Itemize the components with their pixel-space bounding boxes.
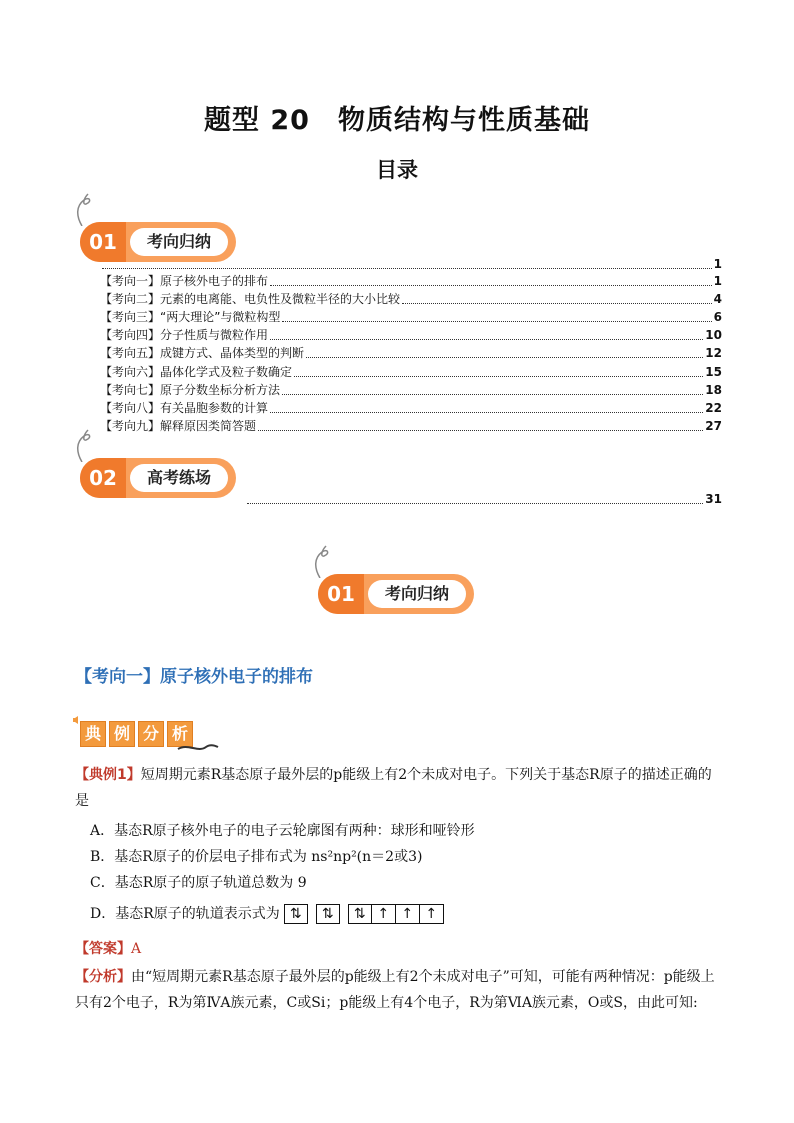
option-d: D．基态R原子的轨道表示式为 ⇅ ⇅ ⇅ ↑ ↑ ↑	[90, 903, 444, 925]
option-b: B．基态R原子的价层电子排布式为 ns²np²(n＝2或3)	[90, 849, 423, 865]
option-a: A．基态R原子核外电子的电子云轮廓图有两种：球形和哑铃形	[90, 823, 475, 839]
example-badge: 典 例 分 析	[80, 721, 193, 747]
section-banner-gaokao	[80, 450, 240, 500]
toc-item[interactable]: 1	[100, 256, 722, 272]
banner-number: 01	[80, 222, 126, 262]
toc-item[interactable]: 【考向八】有关晶胞参数的计算 22	[100, 401, 722, 415]
hook-icon	[312, 544, 334, 578]
toc-item[interactable]: 31	[245, 491, 722, 507]
toc-item[interactable]: 【考向三】“两大理论”与微粒构型 6	[100, 310, 722, 324]
swoosh-decoration	[176, 741, 220, 753]
option-c: C．基态R原子的原子轨道总数为 9	[90, 875, 307, 891]
toc-title: 目录	[376, 158, 418, 182]
toc-item[interactable]: 【考向一】原子核外电子的排布 1	[100, 274, 722, 288]
answer: 【答案】A	[75, 941, 142, 957]
example-question: 【典例1】短周期元素R基态原子最外层的p能级上有2个未成对电子。下列关于基态R原子的描述正确的是	[75, 767, 712, 809]
hook-icon	[74, 192, 96, 226]
section-banner-kaoxiang-main	[318, 566, 478, 616]
banner-label: 考向归纳	[368, 580, 466, 608]
section-heading: 【考向一】原子核外电子的排布	[75, 667, 313, 687]
banner-number: 02	[80, 458, 126, 498]
toc-item[interactable]: 【考向六】晶体化学式及粒子数确定 15	[100, 365, 722, 379]
toc-item[interactable]: 【考向五】成键方式、晶体类型的判断 12	[100, 346, 722, 360]
toc-item[interactable]: 【考向九】解释原因类简答题 27	[100, 419, 722, 433]
page-title: 题型 20 物质结构与性质基础	[204, 105, 590, 136]
toc-item[interactable]: 【考向四】分子性质与微粒作用 10	[100, 328, 722, 342]
example-tag: 【典例1】	[75, 767, 141, 783]
orbital-diagram: ⇅ ⇅ ⇅ ↑ ↑ ↑	[284, 904, 444, 924]
hook-icon	[74, 428, 96, 462]
banner-label: 高考练场	[130, 464, 228, 492]
banner-number: 01	[318, 574, 364, 614]
toc-item[interactable]: 【考向七】原子分数坐标分析方法 18	[100, 383, 722, 397]
banner-label: 考向归纳	[130, 228, 228, 256]
analysis: 【分析】由“短周期元素R基态原子最外层的p能级上有2个未成对电子”可知，可能有两种情况：p能级上只有2个电子，R为第ⅣA族元素，C或Si；p能级上有4个电子，R为第ⅥA族元素，O或S，由此可知:	[75, 969, 715, 1011]
toc-item[interactable]: 【考向二】元素的电离能、电负性及微粒半径的大小比较 4	[100, 292, 722, 306]
